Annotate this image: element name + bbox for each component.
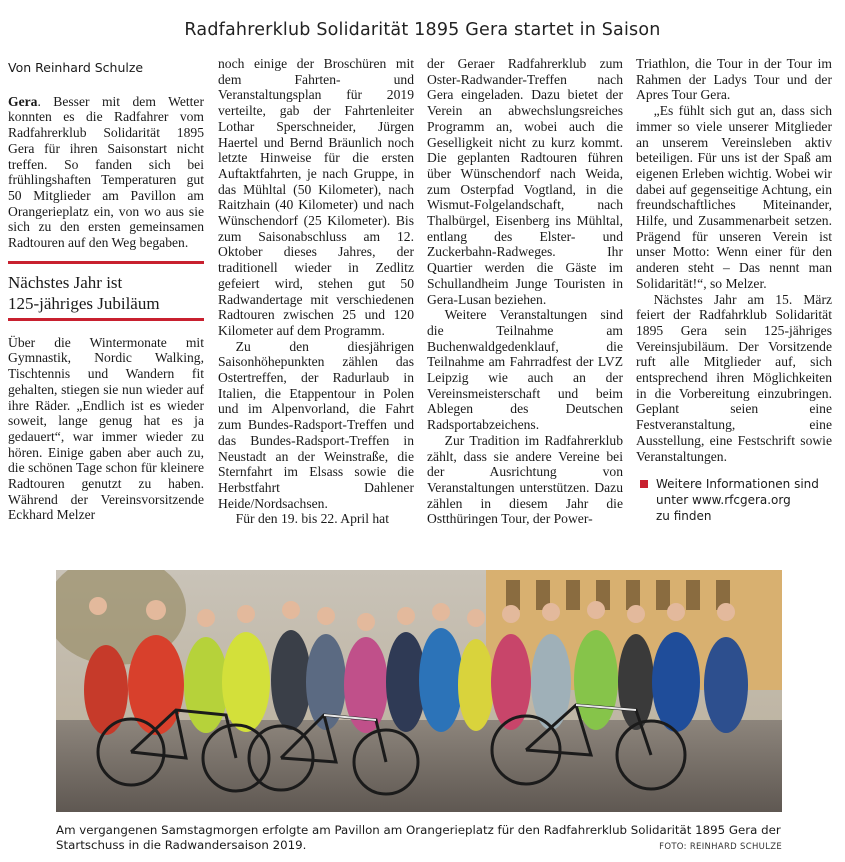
subheading-line: Nächstes Jahr ist bbox=[8, 272, 123, 292]
paragraph: „Es fühlt sich gut an, dass sich immer so viele unserer Mitglieder an unserem Vereinsleben aktiv beteiligen. Für uns ist der Spaß am eigenen Erleben wichtig. Wobei wir dabei auf gegenseitige Achtung, ein freundschaftliches Miteinander, Hilfe, und Zusammenarbeit setzen. Prägend für unseren Verein ist unser Motto: Wenn einer für den anderen steht – Das nennt man Solidarität!“, so Melzer. bbox=[636, 103, 832, 291]
paragraph: Triathlon, die Tour in der Tour im Rahmen der Ladys Tour und der Apres Tour Gera. bbox=[636, 56, 832, 103]
red-square-icon bbox=[640, 480, 648, 488]
paragraph: Weitere Veranstaltungen sind die Teilnahme am Buchenwaldgedenklauf, die Teilnahme am Fahrradfest der LVZ Leipzig wie auch an der Vereinsmeisterschaft und beim Ablegen des Deutschen Radsportabzeichens. bbox=[427, 307, 623, 433]
byline: Von Reinhard Schulze bbox=[8, 60, 144, 75]
paragraph: Zu den diesjährigen Saisonhöhepunkten zählen das Ostertreffen, der Radurlaub in Italien, die Etappentour in Polen und im Alpenvorland, die Fahrt zum Bundes-Radsport-Treffen und das Bundes-Radsport-Treffen in Neustadt an der Weinstraße, die Sternfahrt im Elsass sowie die Herbstfahrt Dahlener Heide/Nordsachsen. bbox=[218, 338, 414, 511]
column-2 bbox=[218, 56, 414, 548]
paragraph: Für den 19. bis 22. April hat bbox=[235, 511, 389, 527]
photo-credit: FOTO: REINHARD SCHULZE bbox=[659, 842, 782, 852]
group-photo bbox=[56, 570, 782, 812]
paragraph: Nächstes Jahr am 15. März feiert der Radfahrklub Solidarität 1895 Gera sein 125-jähriges Vereinsjubiläum. Der Vorsitzende ruft alle Mitglieder auf, sich entsprechend ihren Möglichkeiten in die Vorbereitung einzubringen. Geplant seien eine Festveranstaltung, eine Ausstellung, eine Festschrift sowie Veranstaltungen. bbox=[636, 291, 832, 464]
subheading bbox=[8, 264, 204, 318]
paragraph bbox=[8, 94, 204, 251]
photo-caption: Am vergangenen Samstagmorgen erfolgte am Pavillon am Orangerieplatz für den Radfahrerklub Solidarität 1895 Gera der Startschuss in die Radwandersaison 2019. bbox=[56, 823, 781, 852]
paragraph: noch einige der Broschüren mit dem Fahrten- und Veranstaltungsplan für 2019 verteilte, gab der Fahrtenleiter Lothar Sperschneider, Jürgen Haertel und Bernd Bräunlich noch letzte Hinweise für die ersten Auftaktfahrten, je nach Gruppe, in das Mühltal (50 Kilometer), nach Raitzhain (40 Kilometer) und nach Wünschendorf (25 Kilometer). Bis zum Saisonabschluss am 12. Oktober dieses Jahres, der traditionell wieder in Zedlitz gefeiert wird, stehen gut 50 Radwandertage mit verschiedenen Radtouren zwischen 25 und 120 Kilometer auf dem Programm. bbox=[218, 56, 414, 338]
column-1 bbox=[8, 56, 204, 548]
subheading-line: 125-jähriges Jubiläum bbox=[8, 293, 160, 313]
info-text bbox=[656, 476, 819, 524]
subheading-bottom-rule bbox=[8, 318, 204, 321]
lead-word: Gera bbox=[8, 93, 38, 109]
paragraph: Über die Wintermonate mit Gymnastik, Nordic Walking, Tischtennis und Wandern fit gehalten, stiegen sie nun wieder auf ihre Räder. „Endlich ist es wieder soweit, lange genug hat es ja gedauert“, war immer wieder zu hören. Einige gaben aber auch zu, die schönen Tage schon für kleinere Radtouren genutzt zu haben. Während der Vereinsvorsitzende Eckhard Melzer bbox=[8, 334, 204, 523]
subheading-block bbox=[8, 261, 204, 321]
info-line: Weitere Informationen sind bbox=[656, 477, 819, 492]
info-line: unter www.rfcgera.org bbox=[656, 493, 791, 508]
column-3 bbox=[427, 56, 623, 548]
info-line: zu finden bbox=[656, 509, 712, 524]
paragraph: Zur Tradition im Radfahrerklub zählt, dass sie andere Vereine bei der Ausrichtung von Veranstaltungen unterstützen. Dazu zählen in diesem Jahr die Ostthüringen Tour, der Power- bbox=[427, 432, 623, 527]
paragraph-text: . Besser mit dem Wetter konnten es die Radfahrer vom Radfahrerklub Solidarität 1895 Gera für ihren Saisonstart nicht treffen. So fanden sich bei frühlingshaften Temperaturen gut 50 Mitglieder am Pavillon am Orangerieplatz ein, von wo aus sie sich zu den ersten gemeinsamen Radtouren auf den Weg begaben. bbox=[8, 93, 204, 251]
column-4 bbox=[636, 56, 832, 548]
headline: Radfahrerklub Solidarität 1895 Gera startet in Saison bbox=[184, 20, 661, 40]
info-box bbox=[636, 476, 832, 524]
paragraph: der Geraer Radfahrerklub zum Oster-Radwander-Treffen nach Gera eingeladen. Dazu bietet der Verein an abwechslungsreiches Programm an, wobei auch die Geselligkeit nicht zu kurz kommt. Die geplanten Radtouren führen über Wünschendorf nach Weida, zum Osterpfad Vogtland, in die Wismut-Folgelandschaft, nach Thalbürgel, Eisenberg ins Mühltal, entlang des Elster- und Zuckerbahn-Radweges. Ihr Quartier werden die Gäste im Schullandheim Junge Touristen in Gera-Lusan beziehen. bbox=[427, 56, 623, 307]
